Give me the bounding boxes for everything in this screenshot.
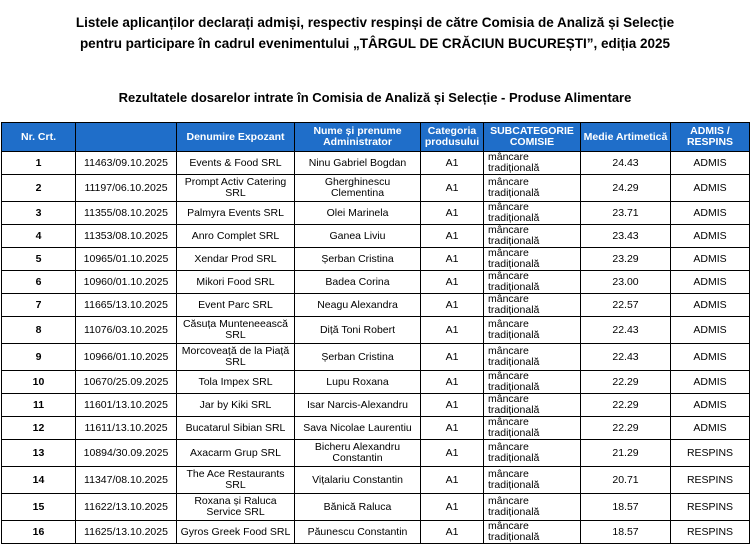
status-cell: ADMIS: [671, 152, 750, 175]
table-row: [2, 494, 750, 521]
table-row: [2, 440, 750, 467]
average-score: 22.43: [581, 317, 671, 344]
table-row: [2, 175, 750, 202]
administrator-name: Păunescu Constantin: [295, 521, 421, 544]
product-category: A1: [421, 440, 484, 467]
commission-subcategory: mâncare tradițională: [484, 271, 581, 294]
product-category: A1: [421, 417, 484, 440]
registration-number: 11076/03.10.2025: [76, 317, 177, 344]
registration-number: 11611/13.10.2025: [76, 417, 177, 440]
average-score: 21.29: [581, 440, 671, 467]
product-category: A1: [421, 294, 484, 317]
exhibitor-name: Morcoveață de la Piață SRL: [177, 344, 295, 371]
commission-subcategory: mâncare tradițională: [484, 175, 581, 202]
status-cell: ADMIS: [671, 417, 750, 440]
table-row: [2, 371, 750, 394]
table-row: [2, 271, 750, 294]
registration-number: 11665/13.10.2025: [76, 294, 177, 317]
administrator-name: Bănică Raluca: [295, 494, 421, 521]
header-subcategory: SUBCATEGORIE COMISIE: [484, 123, 581, 152]
administrator-name: Diță Toni Robert: [295, 317, 421, 344]
header-administrator: Nume și prenume Administrator: [295, 123, 421, 152]
exhibitor-name: Events & Food SRL: [177, 152, 295, 175]
status-cell: ADMIS: [671, 344, 750, 371]
table-body: [2, 152, 750, 544]
average-score: 22.57: [581, 294, 671, 317]
product-category: A1: [421, 271, 484, 294]
row-number: 11: [2, 394, 76, 417]
row-number: 16: [2, 521, 76, 544]
commission-subcategory: mâncare tradițională: [484, 294, 581, 317]
average-score: 18.57: [581, 494, 671, 521]
status-cell: ADMIS: [671, 317, 750, 344]
status-cell: ADMIS: [671, 248, 750, 271]
average-score: 24.43: [581, 152, 671, 175]
administrator-name: Vițalariu Constantin: [295, 467, 421, 494]
product-category: A1: [421, 394, 484, 417]
row-number: 8: [2, 317, 76, 344]
administrator-name: Neagu Alexandra: [295, 294, 421, 317]
row-number: 3: [2, 202, 76, 225]
exhibitor-name: Mikori Food SRL: [177, 271, 295, 294]
registration-number: 10965/01.10.2025: [76, 248, 177, 271]
row-number: 6: [2, 271, 76, 294]
registration-number: 10960/01.10.2025: [76, 271, 177, 294]
exhibitor-name: Palmyra Events SRL: [177, 202, 295, 225]
exhibitor-name: Căsuța Munteneească SRL: [177, 317, 295, 344]
row-number: 2: [2, 175, 76, 202]
product-category: A1: [421, 344, 484, 371]
status-cell: RESPINS: [671, 440, 750, 467]
exhibitor-name: Xendar Prod SRL: [177, 248, 295, 271]
header-registration: [76, 123, 177, 152]
exhibitor-name: Roxana și Raluca Service SRL: [177, 494, 295, 521]
exhibitor-name: Event Parc SRL: [177, 294, 295, 317]
commission-subcategory: mâncare tradițională: [484, 417, 581, 440]
status-cell: ADMIS: [671, 294, 750, 317]
registration-number: 11353/08.10.2025: [76, 225, 177, 248]
row-number: 15: [2, 494, 76, 521]
average-score: 23.43: [581, 225, 671, 248]
average-score: 24.29: [581, 175, 671, 202]
commission-subcategory: mâncare tradițională: [484, 521, 581, 544]
average-score: 20.71: [581, 467, 671, 494]
average-score: 22.29: [581, 371, 671, 394]
registration-number: 11601/13.10.2025: [76, 394, 177, 417]
row-number: 13: [2, 440, 76, 467]
registration-number: 11625/13.10.2025: [76, 521, 177, 544]
product-category: A1: [421, 225, 484, 248]
status-cell: RESPINS: [671, 467, 750, 494]
product-category: A1: [421, 494, 484, 521]
exhibitor-name: Axacarm Grup SRL: [177, 440, 295, 467]
average-score: 23.29: [581, 248, 671, 271]
row-number: 14: [2, 467, 76, 494]
table-row: [2, 294, 750, 317]
product-category: A1: [421, 175, 484, 202]
table-row: [2, 394, 750, 417]
document-title: [0, 12, 750, 54]
commission-subcategory: mâncare tradițională: [484, 202, 581, 225]
row-number: 1: [2, 152, 76, 175]
average-score: 22.29: [581, 417, 671, 440]
average-score: 22.43: [581, 344, 671, 371]
status-cell: ADMIS: [671, 225, 750, 248]
registration-number: 11197/06.10.2025: [76, 175, 177, 202]
commission-subcategory: mâncare tradițională: [484, 440, 581, 467]
commission-subcategory: mâncare tradițională: [484, 394, 581, 417]
average-score: 23.71: [581, 202, 671, 225]
product-category: A1: [421, 202, 484, 225]
table-row: [2, 467, 750, 494]
commission-subcategory: mâncare tradițională: [484, 225, 581, 248]
administrator-name: Isar Narcis-Alexandru: [295, 394, 421, 417]
commission-subcategory: mâncare tradițională: [484, 344, 581, 371]
registration-number: 11355/08.10.2025: [76, 202, 177, 225]
exhibitor-name: Prompt Activ Catering SRL: [177, 175, 295, 202]
exhibitor-name: Gyros Greek Food SRL: [177, 521, 295, 544]
product-category: A1: [421, 248, 484, 271]
commission-subcategory: mâncare tradițională: [484, 371, 581, 394]
registration-number: 10894/30.09.2025: [76, 440, 177, 467]
status-cell: ADMIS: [671, 371, 750, 394]
status-cell: RESPINS: [671, 494, 750, 521]
administrator-name: Bicheru Alexandru Constantin: [295, 440, 421, 467]
commission-subcategory: mâncare tradițională: [484, 152, 581, 175]
table-row: [2, 248, 750, 271]
administrator-name: Șerban Cristina: [295, 248, 421, 271]
table-row: [2, 225, 750, 248]
administrator-name: Ninu Gabriel Bogdan: [295, 152, 421, 175]
registration-number: 11463/09.10.2025: [76, 152, 177, 175]
exhibitor-name: The Ace Restaurants SRL: [177, 467, 295, 494]
header-nr: Nr. Crt.: [2, 123, 76, 152]
status-cell: ADMIS: [671, 175, 750, 202]
commission-subcategory: mâncare tradițională: [484, 494, 581, 521]
registration-number: 11622/13.10.2025: [76, 494, 177, 521]
header-category: Categoria produsului: [421, 123, 484, 152]
administrator-name: Sava Nicolae Laurentiu: [295, 417, 421, 440]
row-number: 7: [2, 294, 76, 317]
header-status: ADMIS / RESPINS: [671, 123, 750, 152]
table-row: [2, 521, 750, 544]
administrator-name: Olei Marinela: [295, 202, 421, 225]
administrator-name: Lupu Roxana: [295, 371, 421, 394]
product-category: A1: [421, 152, 484, 175]
row-number: 10: [2, 371, 76, 394]
product-category: A1: [421, 371, 484, 394]
exhibitor-name: Jar by Kiki SRL: [177, 394, 295, 417]
table-row: [2, 317, 750, 344]
exhibitor-name: Bucatarul Sibian SRL: [177, 417, 295, 440]
row-number: 4: [2, 225, 76, 248]
commission-subcategory: mâncare tradițională: [484, 248, 581, 271]
registration-number: 11347/08.10.2025: [76, 467, 177, 494]
administrator-name: Gherghinescu Clementina: [295, 175, 421, 202]
title-line-1: Listele aplicanților declarați admiși, respectiv respinși de către Comisia de Analiză și Selecție: [75, 15, 675, 30]
average-score: 18.57: [581, 521, 671, 544]
title-line-2: pentru participare în cadrul evenimentului „TÂRGUL DE CRĂCIUN BUCUREȘTI”, ediția 2025: [79, 36, 671, 51]
product-category: A1: [421, 467, 484, 494]
administrator-name: Badea Corina: [295, 271, 421, 294]
header-average: Medie Artimetică: [581, 123, 671, 152]
exhibitor-name: Tola Impex SRL: [177, 371, 295, 394]
commission-subcategory: mâncare tradițională: [484, 467, 581, 494]
product-category: A1: [421, 521, 484, 544]
table-row: [2, 152, 750, 175]
table-row: [2, 344, 750, 371]
administrator-name: Șerban Cristina: [295, 344, 421, 371]
product-category: A1: [421, 317, 484, 344]
header-exhibitor: Denumire Expozant: [177, 123, 295, 152]
table-header-row: [2, 123, 750, 152]
registration-number: 10670/25.09.2025: [76, 371, 177, 394]
document-subtitle: Rezultatele dosarelor intrate în Comisia de Analiză și Selecție - Produse Alimentare: [118, 90, 632, 105]
row-number: 12: [2, 417, 76, 440]
registration-number: 10966/01.10.2025: [76, 344, 177, 371]
table-row: [2, 202, 750, 225]
status-cell: ADMIS: [671, 202, 750, 225]
table-row: [2, 417, 750, 440]
administrator-name: Ganea Liviu: [295, 225, 421, 248]
row-number: 5: [2, 248, 76, 271]
exhibitor-name: Anro Complet SRL: [177, 225, 295, 248]
average-score: 23.00: [581, 271, 671, 294]
status-cell: ADMIS: [671, 271, 750, 294]
row-number: 9: [2, 344, 76, 371]
status-cell: ADMIS: [671, 394, 750, 417]
commission-subcategory: mâncare tradițională: [484, 317, 581, 344]
status-cell: RESPINS: [671, 521, 750, 544]
average-score: 22.29: [581, 394, 671, 417]
results-table: [1, 122, 750, 544]
